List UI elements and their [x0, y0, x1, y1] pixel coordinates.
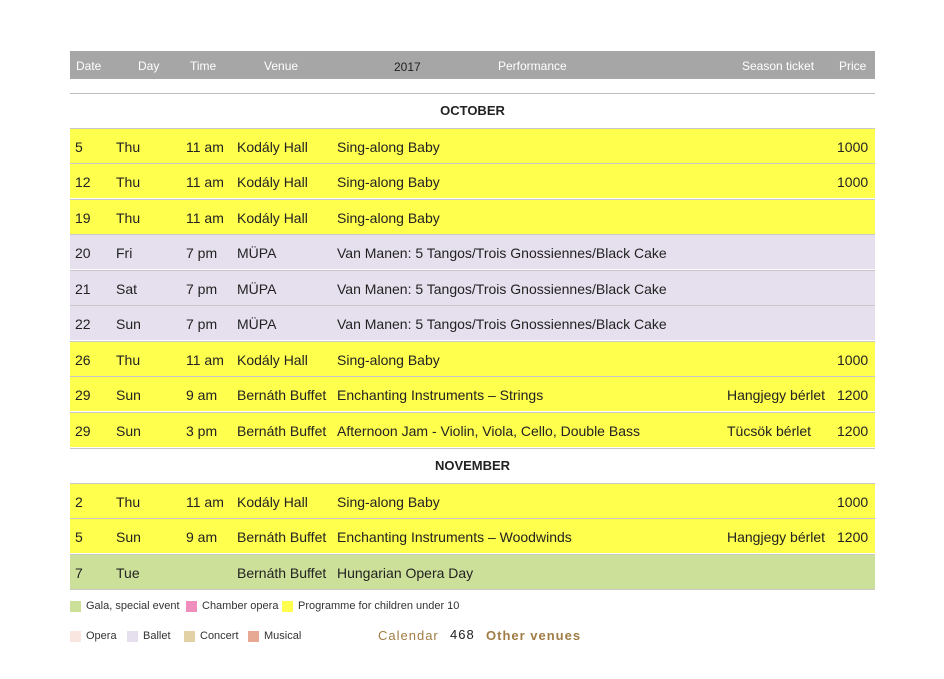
legend-label: Ballet — [143, 630, 171, 642]
cell-venue: Bernáth Buffet — [237, 565, 327, 581]
month-heading: NOVEMBER — [70, 448, 875, 483]
cell-venue: MÜPA — [237, 245, 277, 261]
cell-date: 19 — [75, 210, 91, 226]
cell-performance: Sing-along Baby — [337, 174, 440, 190]
cell-time: 11 am — [186, 139, 224, 155]
cell-venue: Kodály Hall — [237, 174, 308, 190]
cell-performance: Van Manen: 5 Tangos/Trois Gnossiennes/Black Cake — [337, 316, 667, 332]
cell-venue: Kodály Hall — [237, 139, 308, 155]
cell-time: 7 pm — [186, 316, 218, 332]
cell-venue: Kodály Hall — [237, 210, 308, 226]
cell-date: 29 — [75, 423, 91, 439]
legend-item-concert — [184, 630, 239, 642]
cell-price: 1000 — [837, 352, 869, 368]
header-year: 2017 — [394, 60, 421, 74]
table-row — [70, 128, 875, 163]
cell-season-ticket: Hangjegy bérlet — [727, 387, 826, 403]
divider — [70, 589, 875, 590]
cell-venue: MÜPA — [237, 281, 277, 297]
table-row — [70, 518, 875, 553]
cell-day: Thu — [116, 352, 141, 368]
cell-date: 5 — [75, 529, 83, 545]
cell-day: Sun — [116, 423, 141, 439]
month-heading: OCTOBER — [440, 103, 505, 118]
legend-item-ballet — [127, 630, 171, 642]
legend-swatch — [184, 631, 195, 642]
cell-date: 7 — [75, 565, 83, 581]
cell-performance: Sing-along Baby — [337, 139, 440, 155]
legend-item-chamber — [186, 600, 278, 612]
cell-time: 11 am — [186, 210, 224, 226]
cell-venue: MÜPA — [237, 316, 277, 332]
legend-swatch — [186, 601, 197, 612]
legend-label: Opera — [86, 630, 117, 642]
table-row — [70, 199, 875, 234]
cell-day: Thu — [116, 174, 141, 190]
cell-venue: Bernáth Buffet — [237, 423, 327, 439]
legend-label: Programme for children under 10 — [298, 600, 460, 612]
cell-price: 1200 — [837, 529, 869, 545]
cell-performance: Enchanting Instruments – Woodwinds — [337, 529, 572, 545]
cell-time: 7 pm — [186, 281, 218, 297]
header-performance: Performance — [498, 59, 567, 73]
table-row — [70, 412, 875, 447]
legend-swatch — [70, 601, 81, 612]
cell-day: Thu — [116, 210, 141, 226]
cell-price: 1000 — [837, 139, 869, 155]
header-time: Time — [190, 59, 217, 73]
legend-swatch — [127, 631, 138, 642]
cell-venue: Kodály Hall — [237, 352, 308, 368]
cell-date: 2 — [75, 494, 83, 510]
cell-price: 1000 — [837, 174, 869, 190]
cell-date: 21 — [75, 281, 91, 297]
table-row — [70, 483, 875, 518]
cell-day: Sat — [116, 281, 138, 297]
table-row — [70, 305, 875, 340]
cell-date: 20 — [75, 245, 91, 261]
cell-time: 11 am — [186, 352, 224, 368]
cell-time: 7 pm — [186, 245, 218, 261]
cell-performance: Enchanting Instruments – Strings — [337, 387, 544, 403]
cell-season-ticket: Tücsök bérlet — [727, 423, 812, 439]
legend-swatch — [282, 601, 293, 612]
cell-time: 3 pm — [186, 423, 218, 439]
cell-performance: Van Manen: 5 Tangos/Trois Gnossiennes/Black Cake — [337, 281, 667, 297]
cell-price: 1000 — [837, 494, 869, 510]
footer-calendar: Calendar — [378, 628, 439, 643]
cell-season-ticket: Hangjegy bérlet — [727, 529, 826, 545]
cell-date: 29 — [75, 387, 91, 403]
table-row — [70, 376, 875, 411]
table-row — [70, 270, 875, 305]
legend-item-children — [282, 600, 459, 612]
legend-label: Concert — [200, 630, 239, 642]
cell-date: 22 — [75, 316, 91, 332]
cell-day: Sun — [116, 529, 141, 545]
cell-venue: Kodály Hall — [237, 494, 308, 510]
cell-price: 1200 — [837, 387, 869, 403]
legend-item-gala — [70, 600, 180, 612]
legend-label: Chamber opera — [202, 600, 279, 612]
cell-venue: Bernáth Buffet — [237, 529, 327, 545]
cell-venue: Bernáth Buffet — [237, 387, 327, 403]
footer-section: Other venues — [486, 628, 582, 643]
cell-price: 1200 — [837, 423, 869, 439]
cell-day: Sun — [116, 316, 141, 332]
cell-day: Tue — [116, 565, 140, 581]
cell-day: Sun — [116, 387, 141, 403]
cell-performance: Hungarian Opera Day — [337, 565, 474, 581]
legend-label: Musical — [264, 630, 302, 642]
header-season-ticket: Season ticket — [742, 59, 815, 73]
table-row — [70, 554, 875, 589]
cell-time: 9 am — [186, 387, 218, 403]
cell-performance: Van Manen: 5 Tangos/Trois Gnossiennes/Black Cake — [337, 245, 667, 261]
cell-date: 26 — [75, 352, 91, 368]
table-row — [70, 163, 875, 198]
cell-date: 12 — [75, 174, 91, 190]
cell-time: 11 am — [186, 494, 224, 510]
header-venue: Venue — [264, 59, 299, 73]
cell-time: 9 am — [186, 529, 218, 545]
cell-performance: Afternoon Jam - Violin, Viola, Cello, Double Bass — [337, 423, 640, 439]
cell-date: 5 — [75, 139, 83, 155]
legend-item-musical — [248, 630, 301, 642]
legend-item-opera — [70, 630, 117, 642]
cell-day: Thu — [116, 494, 141, 510]
cell-performance: Sing-along Baby — [337, 210, 440, 226]
cell-performance: Sing-along Baby — [337, 494, 440, 510]
header-price: Price — [839, 59, 867, 73]
table-header — [70, 51, 875, 79]
cell-day: Thu — [116, 139, 141, 155]
legend-swatch — [248, 631, 259, 642]
legend-label: Gala, special event — [86, 600, 180, 612]
cell-time: 11 am — [186, 174, 224, 190]
table-row — [70, 234, 875, 269]
cell-performance: Sing-along Baby — [337, 352, 440, 368]
table-row — [70, 341, 875, 376]
header-day: Day — [138, 59, 160, 73]
legend-swatch — [70, 631, 81, 642]
header-date: Date — [76, 59, 102, 73]
page-number: 468 — [450, 627, 475, 642]
cell-day: Fri — [116, 245, 133, 261]
